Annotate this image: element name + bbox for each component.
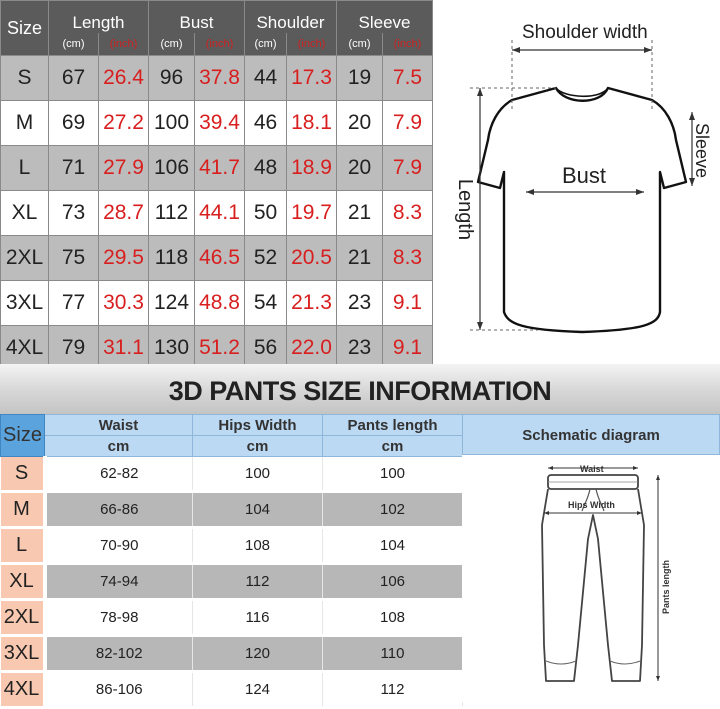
bust-inch-cell: 46.5	[195, 236, 245, 281]
pants-unit-row	[1, 436, 463, 457]
size-cell: L	[1, 528, 45, 564]
unit-inch: (inch)	[383, 33, 433, 56]
pants-schematic	[462, 414, 720, 702]
bust-inch-cell: 51.2	[195, 326, 245, 371]
pants-length-header: Pants length	[323, 415, 463, 436]
sleeve-cm-cell: 23	[337, 281, 383, 326]
sleeve-inch-cell: 8.3	[383, 236, 433, 281]
pants-title-bar	[0, 364, 720, 414]
pants-length-cell: 106	[323, 564, 463, 600]
waist-header: Waist	[45, 415, 193, 436]
sleeve-inch-cell: 7.9	[383, 146, 433, 191]
pants-length-diagram-label: Pants length	[661, 559, 672, 615]
hips-cell: 124	[193, 672, 323, 708]
shoulder-inch-cell: 20.5	[287, 236, 337, 281]
table-row	[1, 146, 433, 191]
length-label: Length	[454, 178, 477, 241]
shirt-sleeve-header: Sleeve	[337, 1, 433, 34]
shoulder-cm-cell: 54	[245, 281, 287, 326]
bust-cm-cell: 106	[149, 146, 195, 191]
bust-label: Bust	[562, 163, 607, 188]
hips-cell: 112	[193, 564, 323, 600]
hips-cell: 100	[193, 457, 323, 492]
bust-cm-cell: 96	[149, 56, 195, 101]
bust-cm-cell: 118	[149, 236, 195, 281]
sleeve-cm-cell: 20	[337, 101, 383, 146]
bust-cm-cell: 130	[149, 326, 195, 371]
bust-inch-cell: 39.4	[195, 101, 245, 146]
table-row	[1, 564, 463, 600]
sleeve-label: Sleeve	[692, 122, 713, 179]
sleeve-cm-cell: 21	[337, 191, 383, 236]
shoulder-inch-cell: 22.0	[287, 326, 337, 371]
table-row	[1, 528, 463, 564]
unit-cm: (cm)	[337, 33, 383, 56]
shirt-header-row	[1, 1, 433, 34]
size-cell: S	[1, 457, 45, 492]
size-cell: XL	[1, 564, 45, 600]
unit-cm: cm	[45, 436, 193, 457]
size-cell: M	[1, 101, 49, 146]
length-cm-cell: 79	[49, 326, 99, 371]
size-cell: 2XL	[1, 600, 45, 636]
waist-cell: 74-94	[45, 564, 193, 600]
waist-cell: 82-102	[45, 636, 193, 672]
hips-cell: 120	[193, 636, 323, 672]
length-inch-cell: 31.1	[99, 326, 149, 371]
pants-length-cell: 112	[323, 672, 463, 708]
sleeve-cm-cell: 20	[337, 146, 383, 191]
shoulder-width-label: Shoulder width	[522, 22, 648, 43]
sleeve-inch-cell: 7.9	[383, 101, 433, 146]
length-cm-cell: 73	[49, 191, 99, 236]
pants-length-cell: 100	[323, 457, 463, 492]
pants-length-cell: 104	[323, 528, 463, 564]
shirt-unit-row	[1, 33, 433, 56]
hips-cell: 104	[193, 492, 323, 528]
length-cm-cell: 71	[49, 146, 99, 191]
length-inch-cell: 27.2	[99, 101, 149, 146]
unit-cm: (cm)	[49, 33, 99, 56]
shoulder-cm-cell: 48	[245, 146, 287, 191]
pants-length-cell: 108	[323, 600, 463, 636]
unit-cm: cm	[323, 436, 463, 457]
size-cell: S	[1, 56, 49, 101]
table-row	[1, 600, 463, 636]
table-row	[1, 101, 433, 146]
pants-title: 3D PANTS SIZE INFORMATION	[168, 376, 552, 406]
pants-size-table	[0, 414, 463, 709]
shoulder-inch-cell: 18.9	[287, 146, 337, 191]
unit-inch: (inch)	[287, 33, 337, 56]
pants-length-cell: 110	[323, 636, 463, 672]
bust-cm-cell: 100	[149, 101, 195, 146]
sleeve-cm-cell: 19	[337, 56, 383, 101]
shirt-shoulder-header: Shoulder	[245, 1, 337, 34]
waist-diagram-label: Waist	[580, 464, 604, 474]
hips-width-diagram-label: Hips Width	[568, 500, 615, 510]
waist-cell: 62-82	[45, 457, 193, 492]
size-cell: 4XL	[1, 672, 45, 708]
shirt-size-header: Size	[1, 1, 49, 56]
bust-cm-cell: 112	[149, 191, 195, 236]
shoulder-inch-cell: 19.7	[287, 191, 337, 236]
size-cell: M	[1, 492, 45, 528]
length-inch-cell: 30.3	[99, 281, 149, 326]
table-row	[1, 56, 433, 101]
length-cm-cell: 75	[49, 236, 99, 281]
pants-header-row	[1, 415, 463, 436]
table-row	[1, 636, 463, 672]
length-inch-cell: 27.9	[99, 146, 149, 191]
length-cm-cell: 67	[49, 56, 99, 101]
table-row	[1, 281, 433, 326]
waist-cell: 66-86	[45, 492, 193, 528]
table-row	[1, 457, 463, 492]
length-cm-cell: 77	[49, 281, 99, 326]
sleeve-cm-cell: 21	[337, 236, 383, 281]
sleeve-inch-cell: 9.1	[383, 326, 433, 371]
bust-cm-cell: 124	[149, 281, 195, 326]
sleeve-cm-cell: 23	[337, 326, 383, 371]
bust-inch-cell: 37.8	[195, 56, 245, 101]
size-cell: L	[1, 146, 49, 191]
sleeve-inch-cell: 8.3	[383, 191, 433, 236]
size-cell: 3XL	[1, 281, 49, 326]
table-row	[1, 672, 463, 708]
shirt-size-table	[0, 0, 433, 371]
shirt-bust-header: Bust	[149, 1, 245, 34]
shoulder-inch-cell: 18.1	[287, 101, 337, 146]
sleeve-inch-cell: 7.5	[383, 56, 433, 101]
unit-cm: cm	[193, 436, 323, 457]
shoulder-inch-cell: 21.3	[287, 281, 337, 326]
shirt-length-header: Length	[49, 1, 149, 34]
unit-cm: (cm)	[149, 33, 195, 56]
table-row	[1, 492, 463, 528]
length-inch-cell: 28.7	[99, 191, 149, 236]
pants-length-cell: 102	[323, 492, 463, 528]
length-cm-cell: 69	[49, 101, 99, 146]
unit-cm: (cm)	[245, 33, 287, 56]
waist-cell: 70-90	[45, 528, 193, 564]
shoulder-cm-cell: 50	[245, 191, 287, 236]
bust-inch-cell: 41.7	[195, 146, 245, 191]
shoulder-cm-cell: 44	[245, 56, 287, 101]
pants-illustration	[462, 455, 720, 702]
unit-inch: (inch)	[195, 33, 245, 56]
sleeve-inch-cell: 9.1	[383, 281, 433, 326]
length-inch-cell: 26.4	[99, 56, 149, 101]
size-cell: 2XL	[1, 236, 49, 281]
waist-cell: 78-98	[45, 600, 193, 636]
shoulder-cm-cell: 56	[245, 326, 287, 371]
schematic-diagram-header: Schematic diagram	[462, 414, 720, 455]
hips-width-header: Hips Width	[193, 415, 323, 436]
size-cell: 3XL	[1, 636, 45, 672]
pants-size-header: Size	[1, 415, 45, 457]
shoulder-inch-cell: 17.3	[287, 56, 337, 101]
length-inch-cell: 29.5	[99, 236, 149, 281]
shoulder-cm-cell: 46	[245, 101, 287, 146]
table-row	[1, 236, 433, 281]
bust-inch-cell: 44.1	[195, 191, 245, 236]
size-cell: 4XL	[1, 326, 49, 371]
shirt-diagram	[438, 0, 720, 360]
size-cell: XL	[1, 191, 49, 236]
unit-inch: (inch)	[99, 33, 149, 56]
hips-cell: 108	[193, 528, 323, 564]
hips-cell: 116	[193, 600, 323, 636]
table-row	[1, 191, 433, 236]
shoulder-cm-cell: 52	[245, 236, 287, 281]
bust-inch-cell: 48.8	[195, 281, 245, 326]
waist-cell: 86-106	[45, 672, 193, 708]
